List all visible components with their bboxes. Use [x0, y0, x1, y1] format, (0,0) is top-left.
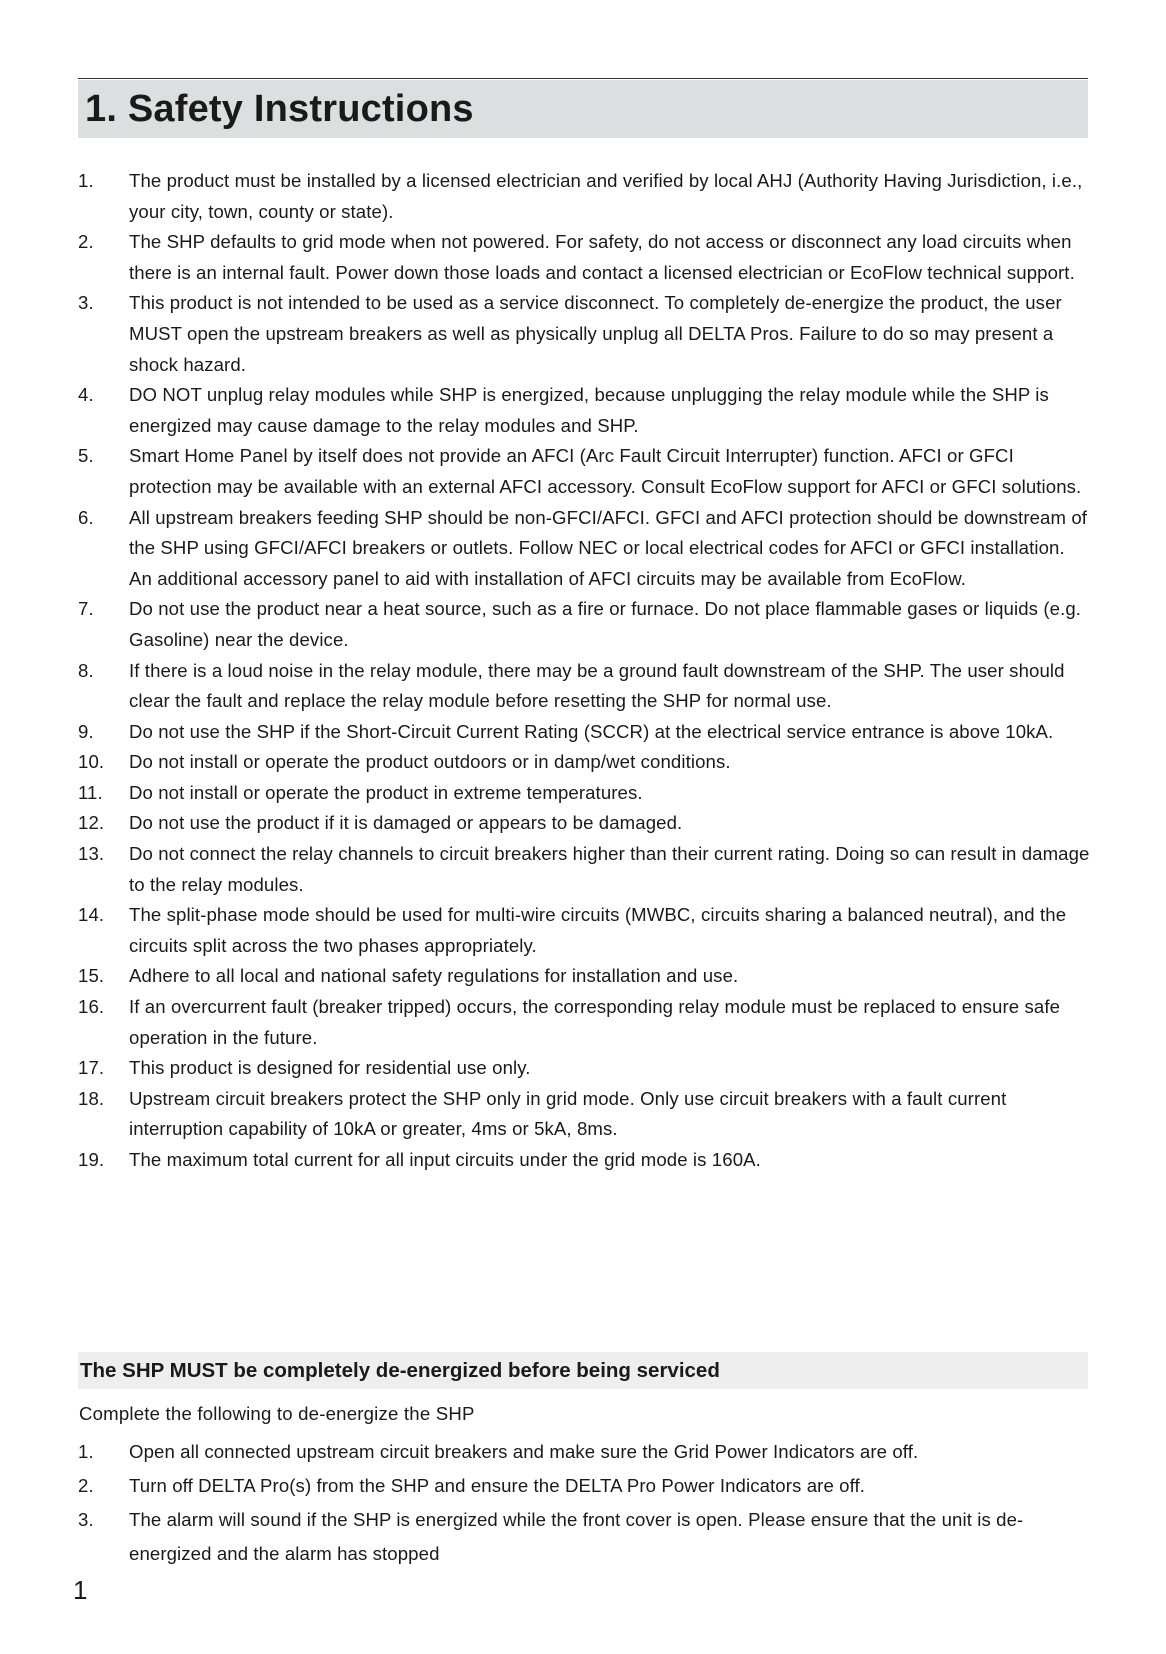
list-item [78, 288, 1090, 380]
item-number: 3. [78, 1509, 94, 1530]
item-number: 1. [78, 1441, 94, 1462]
list-item [78, 961, 1090, 992]
item-text: The alarm will sound if the SHP is energized while the front cover is open. Please ensure that the unit is de-energized and the alarm has stopped [129, 1509, 1024, 1564]
de-energize-intro: Complete the following to de-energize the SHP [79, 1403, 475, 1424]
de-energize-heading-bar [78, 1352, 1088, 1389]
item-number: 2. [78, 1475, 94, 1496]
item-number: 5. [78, 445, 94, 467]
item-text: The maximum total current for all input circuits under the grid mode is 160A. [129, 1149, 761, 1170]
list-item [78, 441, 1090, 502]
item-number: 3. [78, 292, 94, 314]
item-text: The product must be installed by a licensed electrician and verified by local AHJ (Authority Having Jurisdiction, i.e., your city, town, county or state). [129, 170, 1083, 222]
section-title-bar [78, 80, 1088, 138]
item-text: If an overcurrent fault (breaker tripped) occurs, the corresponding relay module must be replaced to ensure safe operation in the future. [129, 996, 1061, 1048]
list-item [78, 380, 1090, 441]
list-item [78, 1435, 1090, 1469]
list-item [78, 503, 1090, 595]
item-number: 12. [78, 812, 105, 834]
list-item [78, 594, 1090, 655]
list-item [78, 747, 1090, 778]
item-number: 16. [78, 996, 105, 1018]
item-text: Do not use the product if it is damaged or appears to be damaged. [129, 812, 683, 834]
item-number: 1. [78, 170, 94, 191]
item-text: Do not install or operate the product in extreme temperatures. [129, 781, 643, 803]
item-number: 17. [78, 1057, 105, 1079]
item-number: 11. [78, 781, 103, 803]
list-item [78, 1084, 1090, 1145]
item-text: Turn off DELTA Pro(s) from the SHP and ensure the DELTA Pro Power Indicators are off. [129, 1475, 866, 1496]
item-number: 7. [78, 598, 94, 620]
item-text: DO NOT unplug relay modules while SHP is energized, because unplugging the relay module while the SHP is energized may cause damage to the relay modules and SHP. [129, 384, 1049, 436]
item-number: 6. [78, 506, 94, 528]
list-item [78, 656, 1090, 717]
item-text: This product is designed for residential use only. [129, 1057, 531, 1079]
item-text: This product is not intended to be used as a service disconnect. To completely de-energize the product, the user MUST open the upstream breakers as well as physically unplug all DELTA Pros. Failure to do so may present a shock hazard. [129, 292, 1062, 375]
item-number: 19. [78, 1149, 105, 1170]
item-text: Do not use the product near a heat source, such as a fire or furnace. Do not place flammable gases or liquids (e.g. Gasoline) near the device. [129, 598, 1082, 650]
list-item [78, 717, 1090, 748]
page-number: 1 [73, 1575, 88, 1605]
list-item [78, 1469, 1090, 1503]
list-item [78, 900, 1090, 961]
list-item [78, 778, 1090, 809]
safety-instructions-list [78, 166, 1090, 1176]
item-text: Do not use the SHP if the Short-Circuit Current Rating (SCCR) at the electrical service entrance is above 10kA. [129, 720, 1054, 742]
item-text: Upstream circuit breakers protect the SHP only in grid mode. Only use circuit breakers with a fault current interruption capability of 10kA or greater, 4ms or 5kA, 8ms. [129, 1087, 1007, 1140]
item-number: 13. [78, 843, 105, 865]
item-number: 18. [78, 1087, 105, 1109]
item-number: 9. [78, 720, 94, 742]
list-item [78, 166, 1090, 227]
item-text: Smart Home Panel by itself does not provide an AFCI (Arc Fault Circuit Interrupter) function. AFCI or GFCI protection may be available with an external AFCI accessory. Consult EcoFlow support for AFCI or GFCI solutions. [129, 445, 1082, 497]
item-number: 8. [78, 659, 94, 681]
item-text: Open all connected upstream circuit breakers and make sure the Grid Power Indicators are off. [129, 1441, 919, 1462]
list-item [78, 1503, 1090, 1571]
item-text: The split-phase mode should be used for multi-wire circuits (MWBC, circuits sharing a balanced neutral), and the circuits split across the two phases appropriately. [129, 904, 1067, 956]
de-energize-steps-list [78, 1435, 1090, 1571]
item-number: 4. [78, 384, 94, 406]
list-item [78, 1053, 1090, 1084]
item-number: 2. [78, 231, 94, 253]
item-text: All upstream breakers feeding SHP should be non-GFCI/AFCI. GFCI and AFCI protection should be downstream of the SHP using GFCI/AFCI breakers or outlets. Follow NEC or local electrical codes for AFCI or GFCI installation. An additional accessory panel to aid with installation of AFCI circuits may be available from EcoFlow. [129, 506, 1088, 589]
item-text: Do not install or operate the product outdoors or in damp/wet conditions. [129, 751, 731, 773]
de-energize-heading: The SHP MUST be completely de-energized before being serviced [80, 1359, 720, 1382]
list-item [78, 839, 1090, 900]
item-text: Do not connect the relay channels to circuit breakers higher than their current rating. Doing so can result in damage to the relay modules. [129, 843, 1090, 895]
item-text: The SHP defaults to grid mode when not powered. For safety, do not access or disconnect any load circuits when there is an internal fault. Power down those loads and contact a licensed electrician or EcoFlow technical support. [129, 231, 1075, 283]
page-title: 1. Safety Instructions [85, 88, 474, 130]
item-text: Adhere to all local and national safety regulations for installation and use. [129, 965, 739, 987]
list-item [78, 808, 1090, 839]
list-item [78, 1145, 1090, 1176]
item-number: 14. [78, 904, 105, 926]
top-rule [78, 78, 1088, 79]
list-item [78, 227, 1090, 288]
item-number: 10. [78, 751, 105, 773]
item-text: If there is a loud noise in the relay module, there may be a ground fault downstream of the SHP. The user should clear the fault and replace the relay module before resetting the SHP for normal use. [129, 659, 1065, 712]
list-item [78, 992, 1090, 1053]
item-number: 15. [78, 965, 105, 987]
